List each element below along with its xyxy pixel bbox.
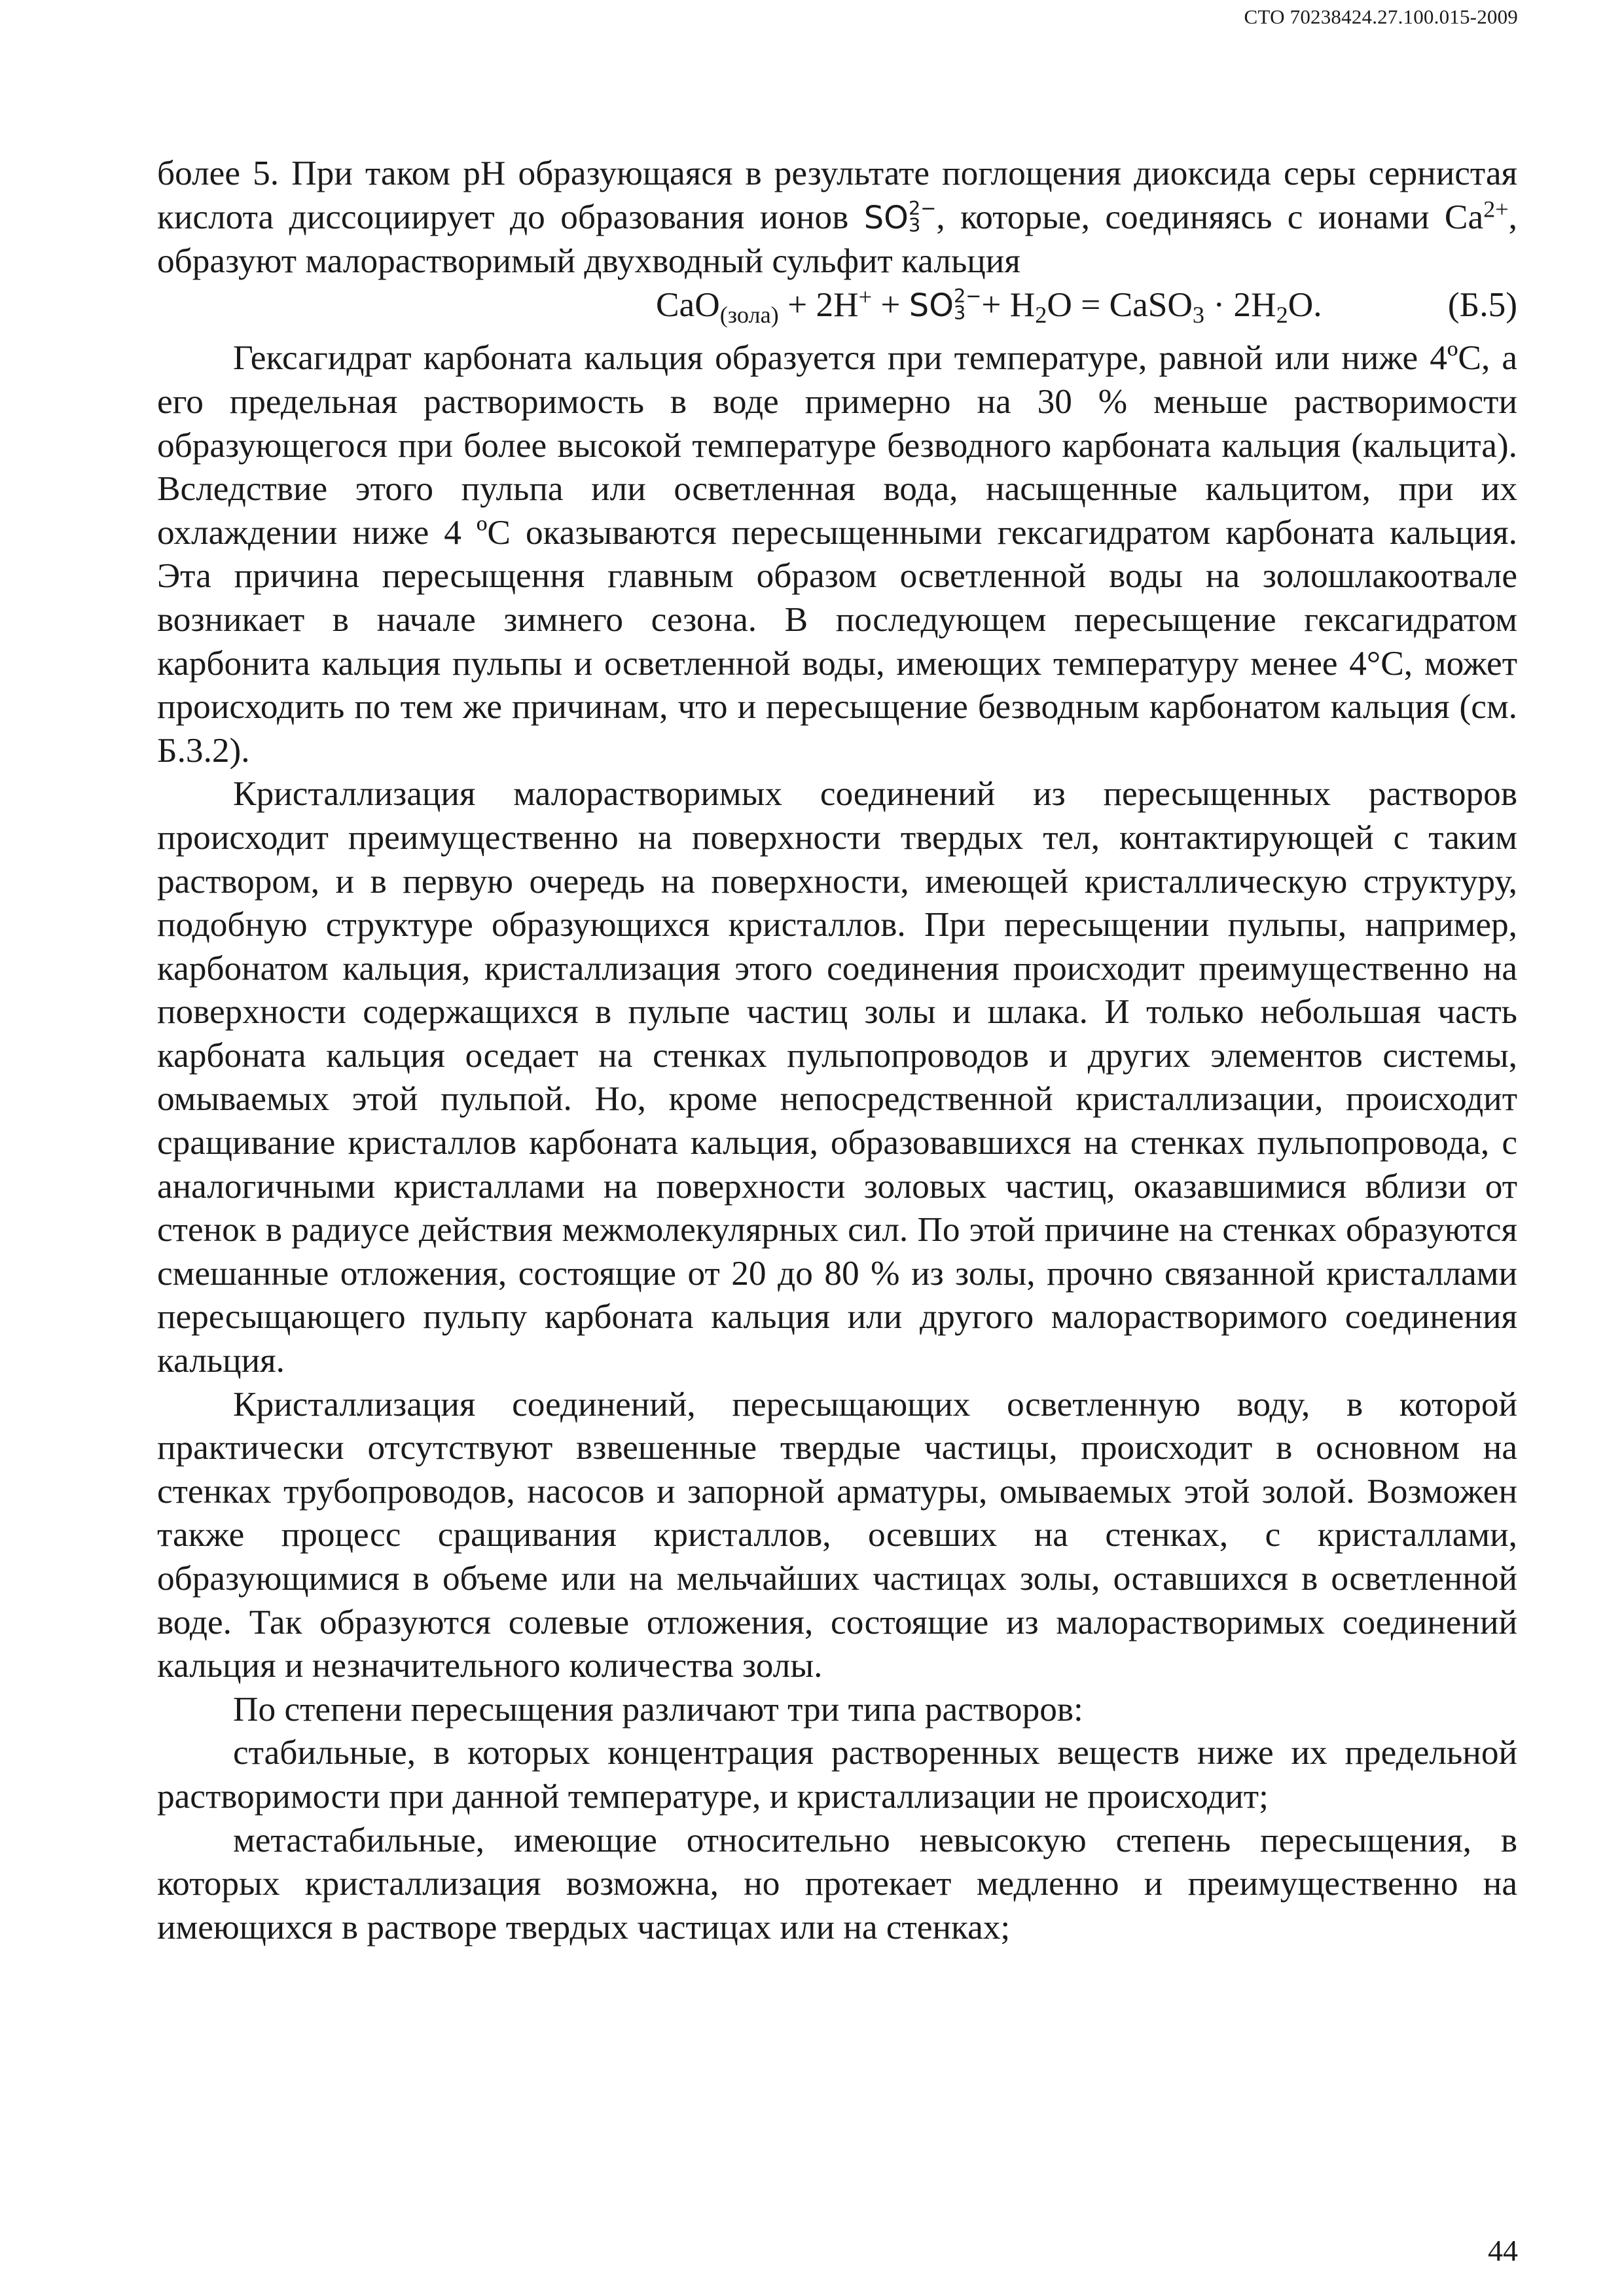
document-code-header: СТО 70238424.27.100.015-2009 [1244,5,1518,28]
paragraph-hexahydrate: Гексагидрат карбоната кальция образуется при температуре, равной или ниже 4ºС, а его предельная растворимость в воде примерно на 30 % меньше растворимости образующегося при более высокой температуре безводного карбоната кальция (кальцита). Вследствие этого пульпа или осветленная вода, насыщенные кальцитом, при их охлаждении ниже 4 ºС оказываются пересыщенными гексагидратом карбоната кальция. Эта причина пересыщення главным образом осветленной воды на золошлакоотвале возникает в начале зимнего сезона. В последующем пересыщение гексагидратом карбонита кальция пульпы и осветленной воды, имеющих температуру менее 4°С, может происходить по тем же причинам, что и пересыщение безводным карбонатом кальция (см. Б.3.2). [157,338,1517,770]
formula-number: (Б.5) [1447,285,1517,324]
chemical-equation: CaO$_{(зола)}$ + 2H+ + SO 2− 3 + $H_2O$ = CaSO$_3$ · $2H_2O$. [656,283,1322,328]
paragraph-metastable: метастабильные, имеющие относительно невысокую степень пересыщения, в которых кристаллизация возможна, но протекает медленно и преимущественно на имеющихся в растворе твердых частицах или на стенках; [157,1820,1517,1946]
paragraph-solution-types: По степени пересыщения различают три типа растворов: [233,1689,1083,1729]
page-body [157,152,1517,1949]
paragraph-text: , образуют малорастворимый двухводный сульфит кальция [157,197,1517,281]
paragraph-stable: стабильные, в которых концентрация растворенных веществ ниже их предельной растворимости при данной температуре, и кристаллизации не происходит; [157,1733,1517,1816]
sulfite-ion: SO 2− 3 [863,196,937,236]
paragraph-text: , которые, соединяясь с ионами Ca [936,197,1484,236]
paragraph-sulfite-formation [157,152,1517,283]
formula-b5 [157,283,1517,327]
sulfite-ion: SO 2− 3 [909,285,982,324]
paragraph-crystallization-pulp: Кристаллизация малорастворимых соединений из пересыщенных растворов происходит преимущественно на поверхности твердых тел, контактирующей с таким раствором, и в первую очередь на поверхности, имеющей кристаллическую структуру, подобную структуре образующихся кристаллов. При пересыщении пульпы, например, карбонатом кальция, кристаллизация этого соединения происходит преимущественно на поверхности содержащихся в пульпе частиц золы и шлака. И только небольшая часть карбоната кальция оседает на стенках пульпопроводов и других элементов системы, омываемых этой пульпой. Но, кроме непосредственной кристаллизации, происходит сращивание кристаллов карбоната кальция, образовавшихся на стенках пульпопровода, с аналогичными кристаллами на поверхности золовых частиц, оказавшимися вблизи от стенок в радиусе действия межмолекулярных сил. По этой причине на стенках образуются смешанные отложения, состоящие от 20 до 80 % из золы, прочно связанной кристаллами пересыщающего пульпу карбоната кальция или другого малорастворимого соединения кальция. [157,774,1517,1380]
page-number: 44 [1488,2234,1518,2267]
calcium-charge: 2+ [1483,196,1509,223]
paragraph-crystallization-water: Кристаллизация соединений, пересыщающих осветленную воду, в которой практически отсутствуют взвешенные твердые частицы, происходит в основном на стенках трубопроводов, насосов и запорной арматуры, омываемых этой золой. Возможен также процесс сращивания кристаллов, осевших на стенках, с кристаллами, образующимися в объеме или на мельчайших частицах золы, оставшихся в осветленной воде. Так образуются солевые отложения, состоящие из малорастворимых соединений кальция и незначительного количества золы. [157,1384,1517,1685]
paragraph-text: более 5. При таком рН образующаяся в результате поглощения диоксида серы сернистая кислота диссоциирует до образования ионов [157,154,1517,236]
